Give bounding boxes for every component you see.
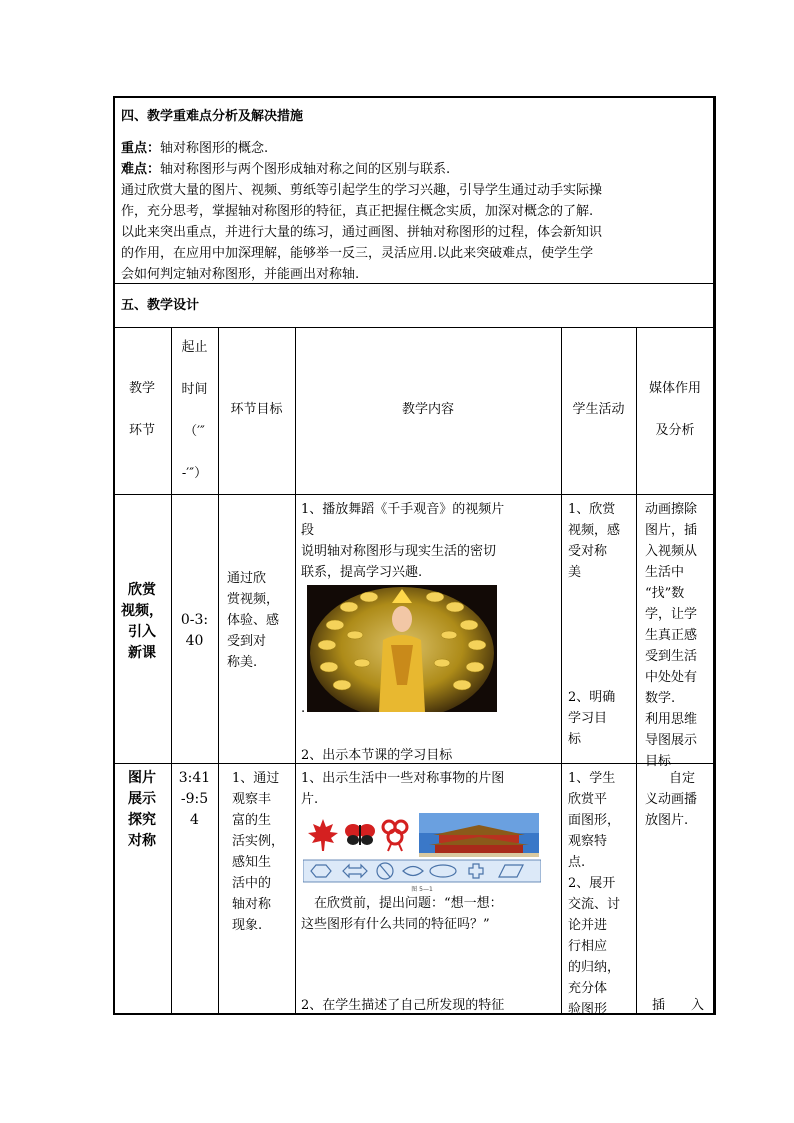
media-line: “找”数 [645,586,685,601]
section4-line: 以此来突出重点，并进行大量的练习，通过画图、拼轴对称图形的过程，体会新知识 [121,225,603,240]
divider [295,327,296,1015]
media-line: 受到生活 [645,649,698,664]
key-label: 重点： [121,141,161,156]
header-line: 媒体作用 [648,381,701,396]
media-line: 义动画播 [645,792,698,807]
stage-line: 引入 [128,624,156,640]
stage-line: 新课 [128,645,156,661]
activity-line: 点. [568,855,586,870]
row2-goal [232,768,292,936]
activity-line: 验图形 [568,1002,608,1017]
activity-line: 交流、讨 [568,897,621,912]
activity-line: 视频，感 [568,523,621,538]
divider [561,327,562,1015]
goal-line: 轴对称 [232,897,272,912]
stage-line: 视频， [121,603,163,619]
goal-line: 通过欣 [227,571,267,586]
key-text: 轴对称图形的概念. [160,141,269,156]
header-media [636,378,714,441]
activity-line: 2、明确 [568,690,616,705]
goal-line: 体验、感 [227,613,280,628]
activity-line: 面图形， [568,813,621,828]
activity-line: 充分体 [568,981,608,996]
difficulty-point [121,159,450,180]
goal-line: 赏视频， [227,592,280,607]
stage-line: 图片 [128,770,156,786]
activity-line: 2、展开 [568,876,616,891]
media-line: 入视频从 [645,544,698,559]
row1-activity-b [568,687,630,750]
goal-line: 1、通过 [232,771,280,786]
section5-heading: 五、教学设计 [121,298,200,313]
time-line: 0-3: [180,612,209,628]
activity-line: 标 [568,732,582,747]
question-line: 在欣赏前，提出问题：“想一想： [314,896,503,911]
divider [113,327,716,328]
question-line: 这些图形有什么共同的特征吗？” [301,917,490,932]
row1-activity-a [568,499,630,583]
row2-content [301,768,559,810]
goal-line: 称美. [227,655,258,670]
difficulty-text: 轴对称图形与两个图形成轴对称之间的区别与联系. [160,162,451,177]
header-goal: 环节目标 [230,402,283,417]
goal-line: 活中的 [232,876,272,891]
figure-caption: 图 5—1 [411,886,433,893]
stage-line: 欣赏 [128,582,156,598]
row1-stage [113,580,171,664]
palace-photo [419,813,539,857]
activity-line: 1、学生 [568,771,616,786]
goal-line: 感知生 [232,855,272,870]
media-line: 中处处有 [645,670,698,685]
media-line: 自定 [669,771,696,786]
media-line: 生活中 [645,565,685,580]
row2-media [645,768,711,831]
goal-line: 观察丰 [232,792,272,807]
section4-line: 通过欣赏大量的图片、视频、剪纸等引起学生的学习兴趣，引导学生通过动手实际操 [121,183,603,198]
goal-line: 现象. [232,918,263,933]
header-line: 及分析 [655,423,695,438]
row2-time [171,768,218,831]
media-line: 动画擦除 [645,502,698,517]
activity-line: 的归纳， [568,960,621,975]
media-line: 学，让学 [645,607,698,622]
section4-line: 作，充分思考，掌握轴对称图形的特征，真正把握住概念实质，加深对概念的了解. [121,204,594,219]
time-line: 3:41 [178,770,211,786]
row2-media-bottom: 插 入 [652,998,705,1013]
media-line: 图片，插 [645,523,698,538]
row1-content-dot: . [301,701,306,716]
activity-line: 受对称 [568,544,608,559]
header-time [171,337,218,484]
goal-line: 活实例， [232,834,285,849]
row1-media [645,499,711,772]
row2-activity [568,768,630,1020]
chinese-knot-icon [383,821,407,851]
key-point [121,138,268,159]
row2-stage [113,768,171,852]
section4-line: 的作用，在应用中加深理解，能够举一反三，灵活应用.以此来突破难点，使学生学 [121,246,594,261]
stage-line: 探究 [128,812,156,828]
header-line: （′″ [184,424,205,439]
row1-time [171,610,218,652]
activity-line: 美 [568,565,582,580]
row1-goal [227,568,293,673]
header-activity: 学生活动 [572,402,625,417]
activity-line: 观察特 [568,834,608,849]
content-line: 片. [301,792,319,807]
header-line: 起止 [181,340,208,355]
dancer-photo [307,585,497,712]
media-line: 利用思维 [645,712,698,727]
content-line: 1、出示生活中一些对称事物的片图 [301,771,505,786]
content-line: 联系，提高学习兴趣. [301,565,423,580]
butterfly-icon [345,824,375,845]
row2-content-2: 2、在学生描述了自己所发现的特征 [301,998,505,1013]
header-line: 环节 [128,423,155,438]
media-line: 放图片. [645,813,689,828]
maple-leaf-icon [308,819,338,851]
stage-line: 展示 [128,791,156,807]
difficulty-label: 难点： [121,162,161,177]
content-line: 说明轴对称图形与现实生活的密切 [301,544,497,559]
time-line: 40 [185,633,204,649]
goal-line: 受到对 [227,634,267,649]
symmetry-figure [303,813,541,893]
time-line: -9:5 [180,791,209,807]
section4-heading: 四、教学重难点分析及解决措施 [121,109,304,124]
media-line: 生真正感 [645,628,698,643]
activity-line: 1、欣赏 [568,502,616,517]
activity-line: 学习目 [568,711,608,726]
section4-line: 会如何判定轴对称图形，并能画出对称轴. [121,267,360,282]
content-line: 段 [301,523,315,538]
goal-line: 富的生 [232,813,272,828]
row1-content [301,499,559,583]
stage-line: 对称 [128,833,156,849]
header-content: 教学内容 [401,402,454,417]
activity-line: 行相应 [568,939,608,954]
row1-content-2: 2、出示本节课的学习目标 [301,748,453,763]
header-stage [113,378,171,441]
header-line: -′″） [181,466,208,481]
activity-line: 论并进 [568,918,608,933]
media-line: 数学. [645,691,676,706]
row2-question [301,893,559,935]
header-line: 时间 [181,382,208,397]
divider [113,494,716,495]
divider [218,327,219,1015]
header-line: 教学 [128,381,155,396]
media-line: 目标 [645,754,672,769]
media-line: 导图展示 [645,733,698,748]
activity-line: 欣赏平 [568,792,608,807]
time-line: 4 [190,812,199,828]
content-line: 1、播放舞蹈《千手观音》的视频片 [301,502,505,517]
